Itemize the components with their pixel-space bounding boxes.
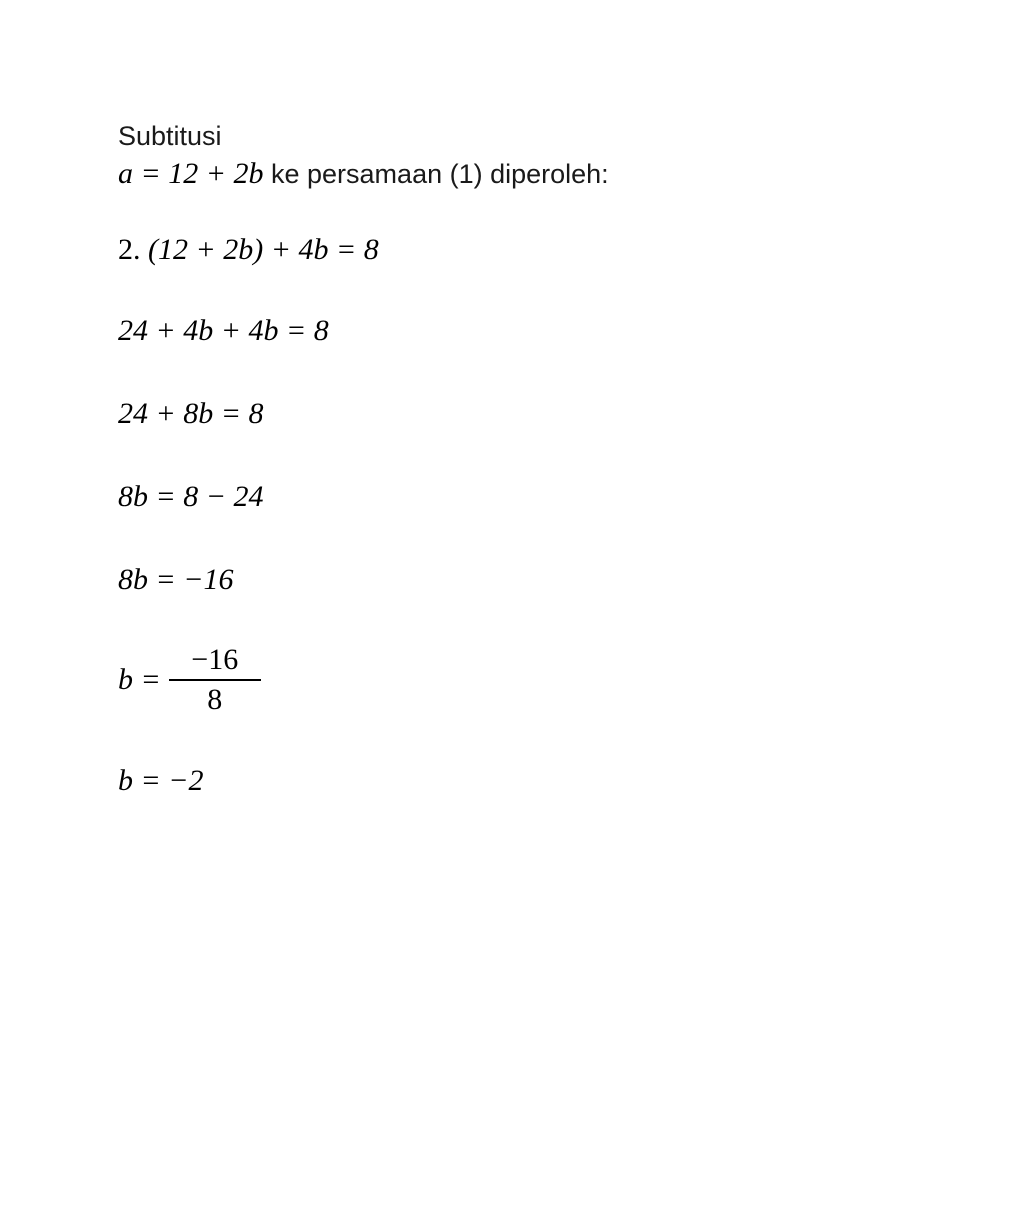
fraction-numerator: −16: [191, 642, 239, 676]
equation-step-2: [118, 311, 938, 350]
document-content: [118, 118, 938, 800]
equation-step-1-body: (12 + 2b) + 4b = 8: [148, 232, 379, 266]
equation-final-result: [118, 761, 938, 800]
equation-step-5: [118, 560, 938, 599]
equation-final-result-body: b = −2: [118, 763, 204, 797]
equation-step-2-body: 24 + 4b + 4b = 8: [118, 313, 329, 347]
equation-step-fraction: [118, 643, 938, 717]
substitution-intro-line: [118, 157, 938, 191]
fraction-denominator: 8: [207, 682, 223, 716]
equation-step-3-body: 24 + 8b = 8: [118, 396, 264, 430]
equation-step-4-body: 8b = 8 − 24: [118, 479, 264, 513]
equation-step-4: [118, 477, 938, 516]
equation-step-1: [118, 233, 938, 267]
substitution-intro-text: ke persamaan (1) diperoleh:: [263, 158, 609, 189]
substitution-expression: a = 12 + 2b: [118, 156, 264, 190]
equation-step-1-number: 2.: [118, 232, 141, 266]
section-heading: Subtitusi: [118, 121, 222, 151]
equation-step-3: [118, 394, 938, 433]
equation-step-5-body: 8b = −16: [118, 562, 234, 596]
fraction: [169, 643, 261, 717]
fraction-lhs: b =: [118, 662, 161, 696]
